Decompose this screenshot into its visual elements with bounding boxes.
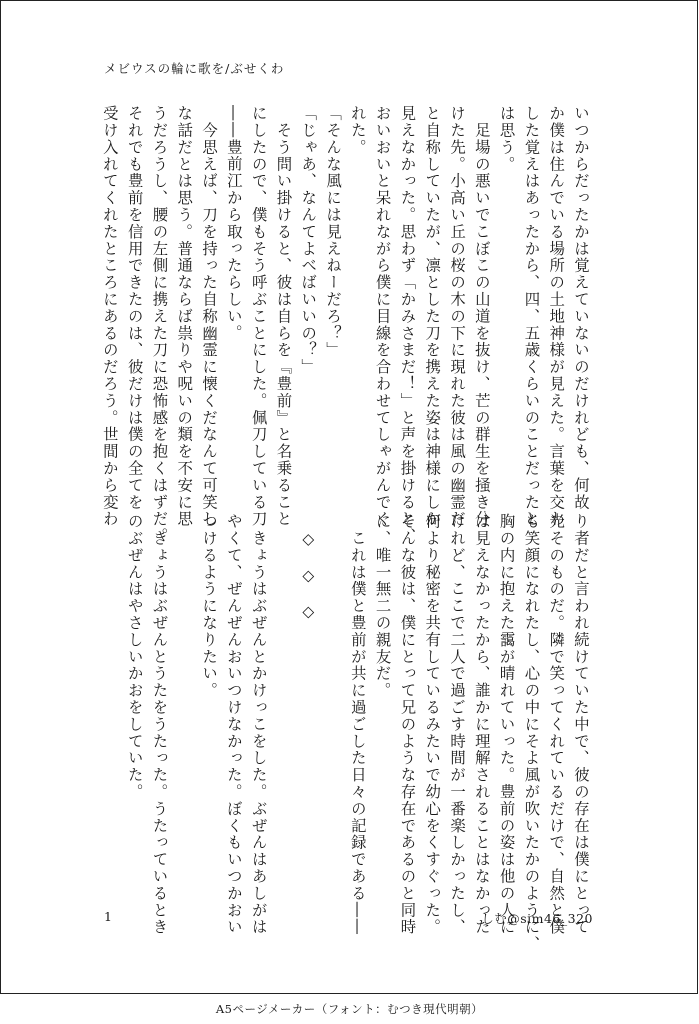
text-line: これは僕と豊前が共に過ごした日々の記録である――: [348, 513, 367, 936]
text-line: それでも豊前を信用できたのは、彼だけは僕の全てを: [125, 105, 144, 511]
text-line: 受け入れてくれたところにあるのだろう。世間から変わ: [100, 105, 119, 528]
text-line: れた。: [348, 105, 367, 156]
text-line: 何より秘密を共有しているみたいで幼心をくすぐった。: [423, 513, 442, 936]
page-number: 1: [104, 909, 112, 924]
blank-line: [320, 513, 345, 903]
text-line: きょうはぶぜんとうたをうたった。うたっているとき: [150, 513, 169, 936]
text-line: やくて、ぜんぜんおいつけなかった。ぼくもいつかおい: [224, 513, 243, 936]
text-line: うだろうし、腰の左側に携えた刀に恐怖感を抱くはずだ。: [150, 105, 169, 545]
text-line: いつからだったかは覚えていないのだけれども、何故: [572, 105, 590, 511]
blank-line: [271, 513, 296, 903]
text-line: そんな彼は、僕にとって兄のような存在であるのと同時: [398, 513, 417, 936]
blank-line: [171, 513, 196, 903]
text-line: のぶぜんはやさしいかおをしていた。: [125, 513, 144, 801]
text-line: した覚えはあったから、四、五歳くらいのことだったと: [522, 105, 541, 528]
text-line: 胸の内に抱えた靄が晴れていった。豊前の姿は他の人に: [497, 513, 516, 936]
author-handle: しむ@sim46_320: [481, 911, 593, 926]
upper-text-block: [97, 105, 593, 545]
text-line: つけるようになりたい。: [200, 513, 219, 699]
text-line: は思う。: [497, 105, 516, 173]
scene-break: ◇ ◇ ◇: [299, 513, 318, 623]
text-line: ――豊前江から取ったらしい。: [224, 105, 243, 342]
text-line: 「そんな風には見えねーだろ？」: [324, 105, 343, 359]
text-line: り者だと言われ続けていた中で、彼の存在は僕にとって: [572, 513, 590, 936]
text-line: けた先。小高い丘の桜の木の下に現れた彼は風の幽霊だ: [448, 105, 467, 528]
text-line: そう問い掛けると、彼は自らを『豊前』と名乗ること: [274, 105, 293, 528]
footer-label: A5ページメーカー（フォント：むつき現代明朝）: [215, 1002, 484, 1016]
text-line: にしたので、僕もそう呼ぶことにした。佩刀している刀: [249, 105, 268, 528]
text-line: 「じゃあ、なんてよべばいいの？」: [299, 105, 318, 376]
text-line: か僕は住んでいる場所の土地神様が見えた。言葉を交わ: [547, 105, 566, 528]
text-line: 見えなかった。思わず「かみさまだ！」と声を掛けると、: [398, 105, 417, 545]
text-line: に、唯一無二の親友だ。: [373, 513, 392, 699]
text-line: けれど、ここで二人で過ごす時間が一番楽しかったし、: [448, 513, 467, 936]
text-line: おいおいと呆れながら僕に目線を合わせてしゃがんでく: [373, 105, 392, 528]
text-line: きょうはぶぜんとかけっこをした。ぶぜんはあしがは: [249, 513, 268, 936]
text-line: 今思えば、刀を持った自称幽霊に懐くだなんて可笑し: [200, 105, 219, 528]
text-line: と自称していたが、凛とした刀を携えた姿は神様にしか: [423, 105, 442, 528]
running-title: メビウスの輪に歌を/ぶせくわ: [104, 61, 285, 76]
text-line: も笑顔になれたし、心の中にそよ風が吹いたかのように、: [522, 513, 541, 953]
text-line: 足場の悪いでこぼこの山道を抜け、芒の群生を掻き分: [472, 105, 491, 528]
text-line: な話だとは思う。普通ならば祟りや呪いの類を不安に思: [175, 105, 194, 528]
text-line: は見えなかったから、誰かに理解されることはなかった: [472, 513, 491, 936]
text-line: 光そのものだ。隣で笑ってくれているだけで、自然と僕: [547, 513, 566, 936]
